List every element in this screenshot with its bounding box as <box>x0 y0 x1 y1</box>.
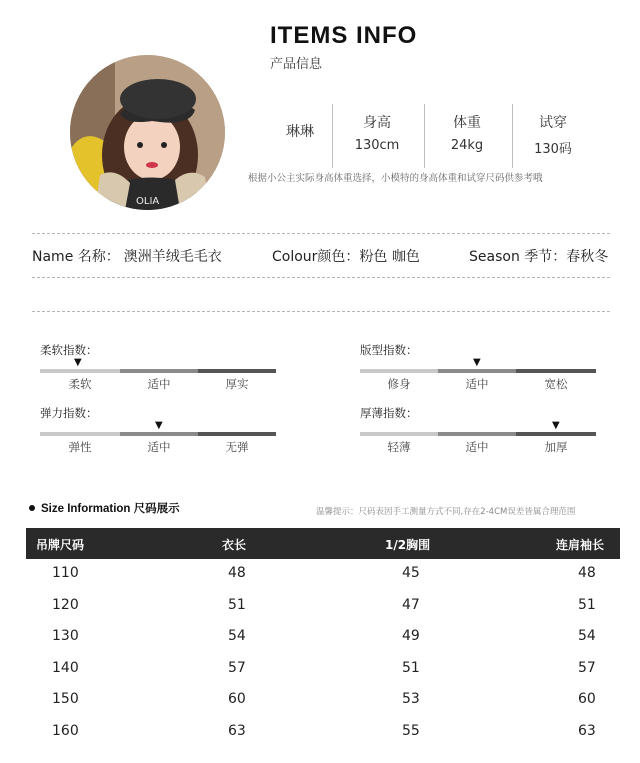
marker-triangle-icon: ▼ <box>155 420 163 431</box>
stat-tryon-size <box>508 112 598 157</box>
stat-value: 130cm <box>354 138 400 153</box>
table-cell: 48 <box>578 565 596 581</box>
table-cell: 47 <box>402 596 420 613</box>
index-option: 弹性 <box>68 440 92 454</box>
index-bar-segment <box>40 369 120 373</box>
product-name <box>32 246 222 266</box>
stat-label: 试穿 <box>539 115 567 131</box>
index-option: 适中 <box>147 440 171 454</box>
index-bar-segment <box>360 369 438 373</box>
index-title-elasticity: 弹力指数： <box>40 406 98 420</box>
index-bar-segment <box>198 432 276 436</box>
stat-height <box>332 112 422 153</box>
model-name: 琳琳 <box>286 124 314 140</box>
colour-value: 粉色 咖色 <box>359 249 420 265</box>
page-subtitle: 产品信息 <box>270 57 323 72</box>
season-label: Season 季节： <box>469 249 567 265</box>
column-header: 吊牌尺码 <box>36 538 85 552</box>
table-cell: 54 <box>228 628 246 644</box>
table-cell: 53 <box>402 691 420 707</box>
season-value: 春秋冬 <box>566 249 609 265</box>
table-cell: 110 <box>52 565 79 581</box>
index-option: 加厚 <box>544 440 568 454</box>
index-bar-segment <box>438 432 516 436</box>
marker-triangle-icon: ▼ <box>74 357 82 368</box>
name-label: Name 名称： <box>32 249 120 265</box>
table-cell: 120 <box>52 596 79 613</box>
product-colour <box>272 246 420 266</box>
size-heading: Size Information 尺码展示 <box>41 503 180 515</box>
table-cell: 63 <box>578 722 596 739</box>
column-header: 连肩袖长 <box>556 538 605 552</box>
index-option: 修身 <box>387 377 411 391</box>
table-cell: 140 <box>52 659 79 676</box>
index-option: 柔软 <box>68 377 92 391</box>
column-header: 衣长 <box>222 538 247 552</box>
index-bar-segment <box>516 369 596 373</box>
index-option: 无弹 <box>225 440 249 454</box>
table-cell: 51 <box>402 659 420 676</box>
index-bar-segment <box>516 432 596 436</box>
marker-triangle-icon: ▼ <box>473 357 481 368</box>
size-note: 温馨提示：尺码表因手工测量方式不同,存在2-4CM误差皆属合理范围 <box>316 507 576 517</box>
index-option: 适中 <box>465 377 489 391</box>
stat-label: 身高 <box>363 115 391 131</box>
table-cell: 51 <box>578 596 596 613</box>
model-avatar <box>70 55 225 210</box>
stat-value: 24kg <box>450 138 484 153</box>
index-bar-segment <box>120 432 198 436</box>
colour-label: Colour颜色： <box>272 249 360 265</box>
table-cell: 54 <box>578 628 596 644</box>
table-cell: 49 <box>402 628 420 644</box>
table-cell: 60 <box>228 691 246 707</box>
index-option: 适中 <box>465 440 489 454</box>
stat-weight <box>422 112 512 153</box>
page-title: ITEMS INFO <box>270 22 418 49</box>
index-bar-segment <box>360 432 438 436</box>
table-cell: 63 <box>228 722 246 739</box>
index-bar-segment <box>40 432 120 436</box>
dashed-divider <box>32 277 610 278</box>
index-option: 宽松 <box>544 377 568 391</box>
model-note: 根据小公主实际身高体重选择，小模特的身高体重和试穿尺码供参考哦 <box>248 173 543 184</box>
model-photo-image <box>70 55 225 210</box>
index-bar-segment <box>120 369 198 373</box>
index-bar-segment <box>438 369 516 373</box>
name-value: 澳洲羊绒毛毛衣 <box>123 249 222 265</box>
table-cell: 48 <box>228 565 246 581</box>
table-cell: 150 <box>52 691 79 707</box>
size-table-header <box>26 528 620 559</box>
stat-value: 130码 <box>534 142 572 157</box>
index-option: 适中 <box>147 377 171 391</box>
marker-triangle-icon: ▼ <box>552 420 560 431</box>
table-cell: 130 <box>52 628 79 644</box>
shirt-print: OLIA <box>136 196 160 207</box>
index-title-softness: 柔软指数： <box>40 343 98 357</box>
dashed-divider <box>32 233 610 234</box>
index-bar-segment <box>198 369 276 373</box>
bullet-dot-icon <box>29 505 35 511</box>
table-cell: 60 <box>578 691 596 707</box>
dashed-divider <box>32 311 610 312</box>
table-cell: 45 <box>402 565 420 581</box>
index-title-thickness: 厚薄指数： <box>360 406 418 420</box>
index-option: 厚实 <box>225 377 249 391</box>
table-cell: 57 <box>228 659 246 676</box>
stat-label: 体重 <box>453 115 481 131</box>
table-cell: 51 <box>228 596 246 613</box>
product-season <box>469 246 608 266</box>
table-cell: 55 <box>402 722 420 739</box>
column-header: 1/2胸围 <box>385 538 431 552</box>
table-cell: 57 <box>578 659 596 676</box>
table-cell: 160 <box>52 722 79 739</box>
index-option: 轻薄 <box>387 440 411 454</box>
index-title-fit: 版型指数： <box>360 343 418 357</box>
